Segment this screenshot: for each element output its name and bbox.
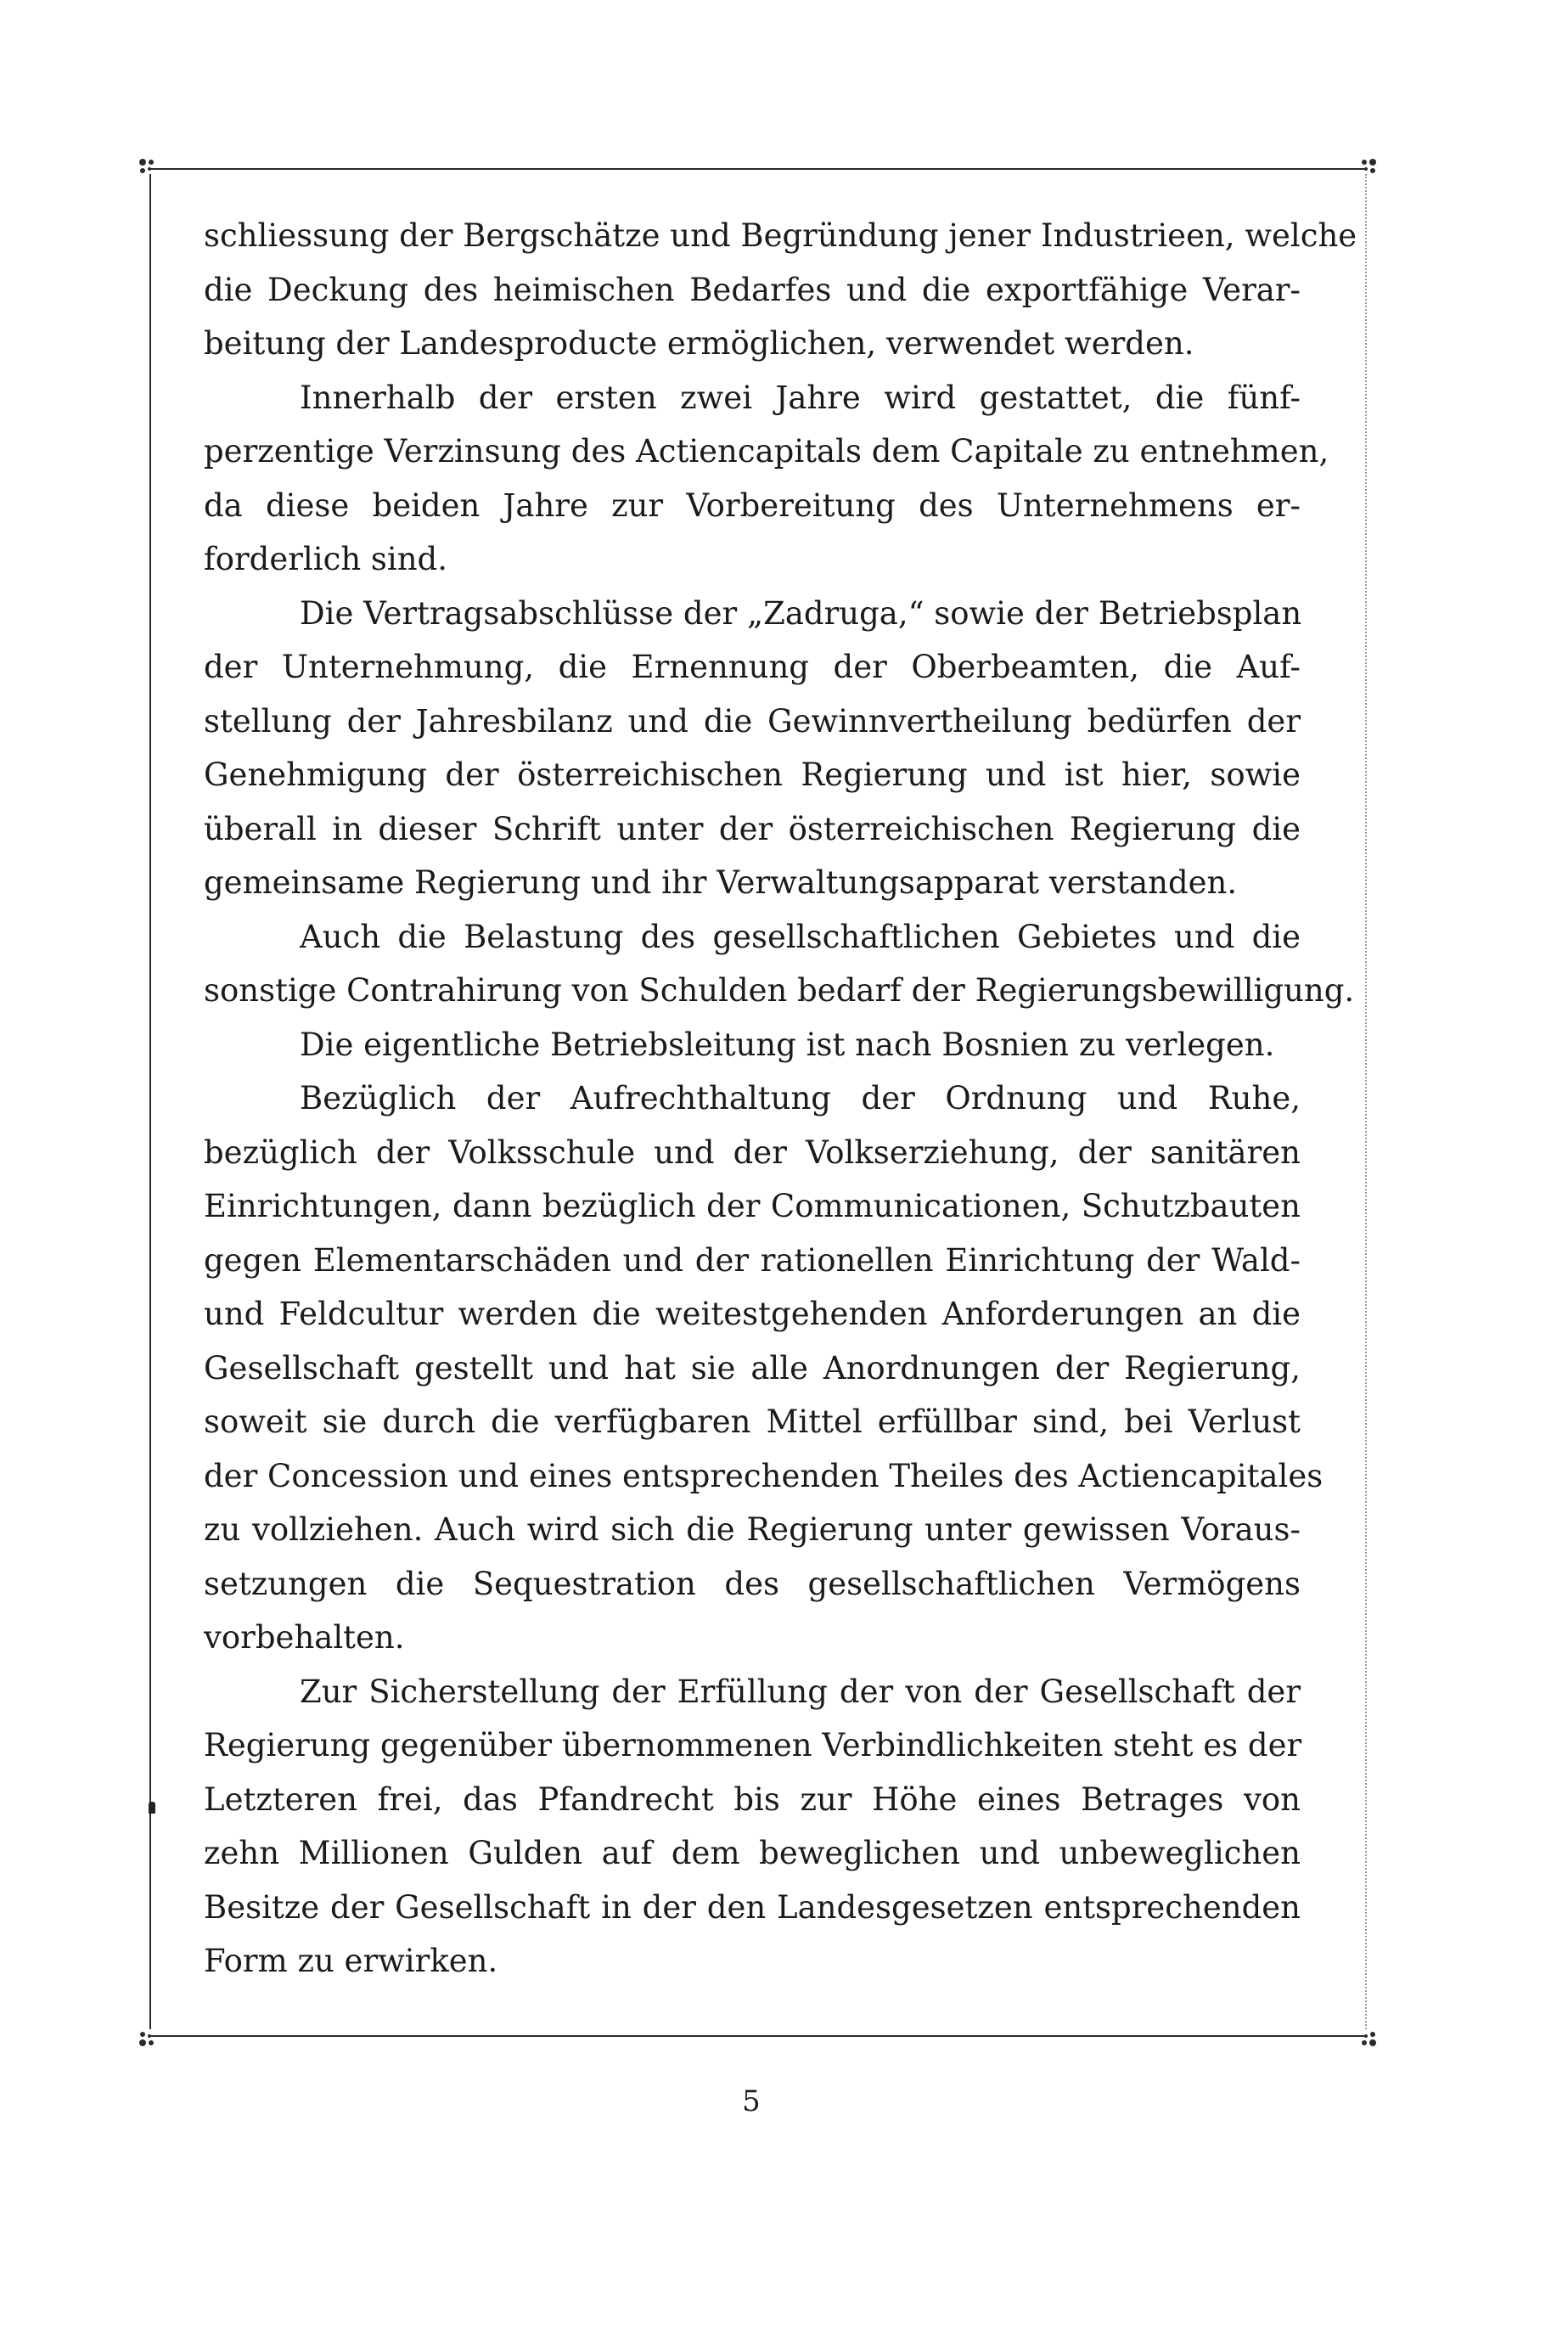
text-line: vorbehalten. [204,1619,405,1656]
text-line: soweit sie durch die verfügbaren Mittel erfüllbar sind, bei Verlust [204,1403,1301,1440]
text-line: forderlich sind. [204,541,448,577]
text-line: zu vollziehen. Auch wird sich die Regierung unter gewissen Voraus- [204,1511,1301,1548]
text-line: gegen Elementarschäden und der rationellen Einrichtung der Wald- [204,1241,1301,1279]
corner-ornament-icon [1349,2019,1383,2053]
frame-top-rule [149,168,1367,170]
text-line: Letzteren frei, das Pfandrecht bis zur Höhe eines Betrages von [204,1780,1301,1818]
text-line: Gesellschaft gestellt und hat sie alle Anordnungen der Regierung, [204,1349,1301,1387]
text-line: der Concession und eines entsprechenden Theiles des Actiencapitales [204,1457,1324,1494]
text-line: Einrichtungen, dann bezüglich der Communicationen, Schutzbauten [204,1188,1301,1224]
text-line: Zur Sicherstellung der Erfüllung der von der Gesellschaft der [300,1673,1301,1710]
text-line: da diese beiden Jahre zur Vorbereitung des Unternehmens er- [204,487,1301,524]
frame-bottom-rule [149,2035,1367,2037]
text-line: Die eigentliche Betriebsleitung ist nach Bosnien zu verlegen. [300,1026,1275,1063]
text-line: sonstige Contrahirung von Schulden bedarf der Regierungsbewilligung. [204,972,1355,1009]
text-line: zehn Millionen Gulden auf dem beweglichen und unbeweglichen [204,1835,1301,1871]
text-line: beitung der Landesproducte ermöglichen, verwendet werden. [204,325,1194,362]
text-line: Bezüglich der Aufrechthaltung der Ordnung und Ruhe, [300,1080,1301,1117]
text-line: schliessung der Bergschätze und Begründung jener Industrieen, welche [204,217,1357,254]
text-line: Genehmigung der österreichischen Regierung und ist hier, sowie [204,757,1301,793]
text-line: setzungen die Sequestration des gesellschaftlichen Vermögens [204,1565,1301,1602]
corner-ornament-icon [1349,152,1383,186]
frame-left-rule [149,174,151,2029]
text-line: die Deckung des heimischen Bedarfes und die exportfähige Verar- [204,271,1301,308]
text-line: Die Vertragsabschlüsse der „Zadruga,“ sowie der Betriebsplan [300,594,1302,632]
page-number: 5 [742,2084,761,2118]
corner-ornament-icon [132,152,166,186]
text-line: perzentige Verzinsung des Actiencapitals dem Capitale zu entnehmen, [204,433,1329,470]
text-line: überall in dieser Schrift unter der österreichischen Regierung die [204,810,1301,847]
text-line: der Unternehmung, die Ernennung der Oberbeamten, die Auf- [204,649,1301,685]
text-line: Auch die Belastung des gesellschaftlichen Gebietes und die [300,918,1301,955]
frame-right-rule [1365,174,1367,2029]
text-line: bezüglich der Volksschule und der Volkserziehung, der sanitären [204,1133,1301,1171]
text-line: Regierung gegenüber übernommenen Verbindlichkeiten steht es der [204,1727,1302,1763]
corner-ornament-icon [132,2019,166,2053]
text-line: und Feldcultur werden die weitestgehenden Anforderungen an die [204,1296,1301,1332]
text-line: gemeinsame Regierung und ihr Verwaltungsapparat verstanden. [204,864,1238,901]
margin-mark-icon [149,1802,155,1814]
text-line: Form zu erwirken. [204,1943,498,1979]
text-line: Besitze der Gesellschaft in der den Landesgesetzen entsprechenden [204,1888,1301,1926]
body-text [204,209,1357,1988]
text-line: Innerhalb der ersten zwei Jahre wird gestattet, die fünf- [300,379,1301,416]
text-line: stellung der Jahresbilanz und die Gewinnvertheilung bedürfen der [204,702,1301,740]
